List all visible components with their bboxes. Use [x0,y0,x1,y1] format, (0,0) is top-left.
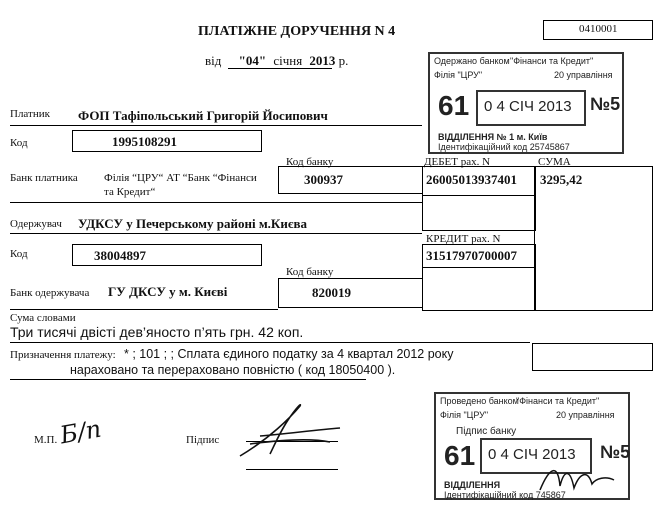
stamp-top-number: 61 [438,90,470,121]
date-prefix: від [205,53,222,68]
stamp-bottom-line1: Проведено банком [440,396,519,406]
payer-signature [230,398,350,464]
purpose-label: Призначення платежу: [10,349,116,361]
bank-code-label-1: Код банку [286,156,334,168]
purpose-box [532,343,653,371]
stamp-top-line1: Одержано банком [434,56,510,66]
bank-processed-stamp [434,392,630,500]
stamp-top-line2b: 20 управління [554,70,613,80]
form-code: 0410001 [579,23,618,35]
debit-empty-box [422,195,536,231]
bank-code-label-2: Код банку [286,266,334,278]
document-title: ПЛАТІЖНЕ ДОРУЧЕННЯ N 4 [198,24,396,39]
payer-code-label: Код [10,137,28,149]
stamp-bottom-n: №5 [600,442,631,462]
stamp-top-n: №5 [590,94,621,114]
mp-handwritten: Б/п [57,414,104,450]
date-suffix: р. [338,53,349,68]
stamp-bottom-date: 0 4 СІЧ 2013 [488,446,576,463]
stamp-bottom-line2b: 20 управління [556,410,615,420]
payer-bank-code-box [278,166,423,194]
payer-value: ФОП Тафіпольський Григорій Йосипович [78,108,328,123]
stamp-bottom-bottom2: Ідентифікаційний код 745867 [444,490,566,500]
credit-empty-box [422,267,536,311]
date-month: січня [273,53,303,68]
document-date [205,53,348,69]
amount-words: Три тисячі двісті дев’яносто п’ять грн. 42 коп. [10,324,304,340]
stamp-top-date: 0 4 СІЧ 2013 [484,98,572,115]
recipient-code-label: Код [10,248,28,260]
stamp-top-bottom1: ВІДДІЛЕННЯ № 1 м. Київ [438,132,548,142]
sum-value: 3295,42 [540,172,583,187]
recipient-bank-label: Банк одержувача [10,287,90,299]
payer-bank-line2: та Кредит“ [104,186,156,198]
purpose-line1: * ; 101 ; ; Сплата єдиного податку за 4 квартал 2012 року [124,347,454,361]
recipient-code: 38004897 [94,248,146,263]
bank-signature [536,460,616,498]
stamp-top-bottom2: Ідентифікаційний код 25745867 [438,142,570,152]
amount-words-label: Сума словами [10,312,76,324]
payer-code: 1995108291 [112,134,177,149]
payer-bank-label: Банк платника [10,172,78,184]
credit-label: КРЕДИТ рах. N [426,233,501,245]
payer-bank-code: 300937 [304,172,343,187]
recipient-bank-value: ГУ ДКСУ у м. Києві [108,284,228,299]
signature-label: Підпис [186,434,220,446]
stamp-bottom-line1b: "Фінанси та Кредит" [516,396,600,406]
recipient-bank-code: 820019 [312,285,351,300]
stamp-bottom-line2: Філія "ЦРУ" [440,410,489,420]
date-year: 2013 [309,53,336,68]
stamp-bottom-bottom1: ВІДДІЛЕННЯ [444,480,501,490]
recipient-value: УДКСУ у Печерському районі м.Києва [78,216,307,231]
stamp-top-line2: Філія "ЦРУ" [434,70,483,80]
stamp-top-line1b: "Фінанси та Кредит" [510,56,594,66]
credit-value: 31517970700007 [426,248,517,263]
debit-label: ДЕБЕТ рах. N [424,156,491,168]
recipient-label: Одержувач [10,218,62,230]
stamp-bottom-sig-label: Підпис банку [456,426,517,437]
sum-label: СУМА [538,156,571,168]
stamp-bottom-number: 61 [444,440,476,471]
purpose-line2: нараховано та перераховано повністю ( код 18050400 ). [70,363,396,377]
debit-value: 26005013937401 [426,172,517,187]
payer-bank-line1: Філія “ЦРУ“ АТ “Банк “Фінанси [104,172,257,184]
payer-label: Платник [10,108,50,120]
bank-received-stamp [428,52,624,154]
date-day: "04" [238,53,267,68]
mp-label: М.П. [34,434,58,446]
